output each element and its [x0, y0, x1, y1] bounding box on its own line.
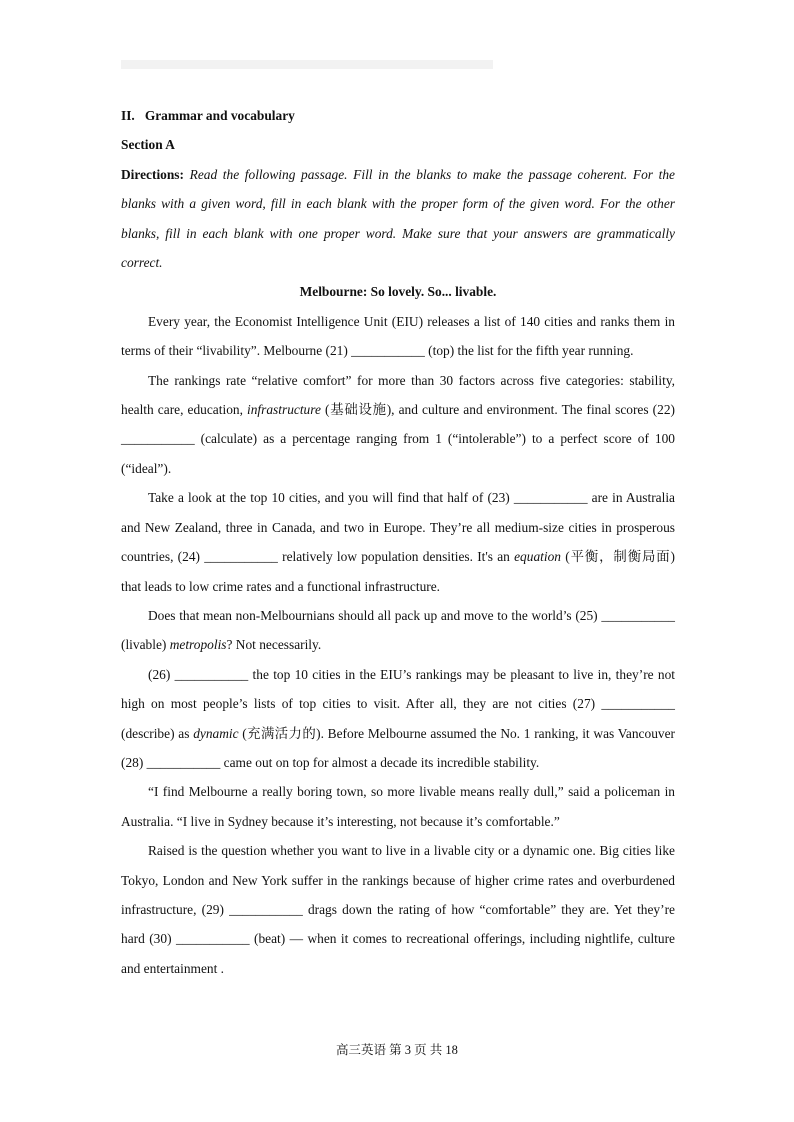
italic-term: metropolis	[169, 637, 227, 653]
paragraph-text: Does that mean non-Melbournians should all pack up and move to the world’s (25) ___________ (livable)	[121, 607, 675, 653]
italic-term: equation	[514, 549, 561, 565]
paragraph-text: Take a look at the top 10 cities, and you will find that half of (23) ___________ are in Australia and New Zealand, three in Canada, and two in Europe. They’re all medium-size cities in prosperous countries, (24) ___________ relatively low population densities. It's an	[121, 490, 675, 565]
passage-paragraph	[121, 777, 675, 836]
passage-paragraph	[121, 483, 675, 601]
paragraph-text: Raised is the question whether you want to live in a livable city or a dynamic one. Big cities like Tokyo, London and New York suffer in the rankings because of higher crime rates and overburdened infrastructure, (29) ___________ drags down the rating of how “comfortable” they are. Yet they’re hard (30) ___________ (beat) — when it comes to recreational offerings, including nightlife, culture and entertainment .	[121, 843, 675, 976]
section-title: II. Grammar and vocabulary	[121, 108, 295, 123]
passage-paragraph	[121, 660, 675, 778]
paragraph-text: The rankings rate “relative comfort” for more than 30 factors across five categories: stability, health care, education,	[121, 372, 675, 418]
passage-paragraph	[121, 836, 675, 983]
paragraph-text: Every year, the Economist Intelligence Unit (EIU) releases a list of 140 cities and ranks them in terms of their “livability”. Melbourne (21) ___________ (top) the list for the fifth year running.	[121, 313, 675, 359]
paragraph-text: (充满活力的). Before Melbourne assumed the No. 1 ranking, it was Vancouver (28) ___________ came out on top for almost a decade its incredible stability.	[121, 725, 675, 770]
italic-term: infrastructure	[247, 402, 321, 418]
passage-title: Melbourne: So lovely. So... livable.	[299, 284, 497, 300]
paragraph-text: ? Not necessarily.	[226, 637, 322, 653]
paragraph-text: “I find Melbourne a really boring town, so more livable means really dull,” said a policeman in Australia. “I live in Sydney because it’s interesting, not because it’s comfortable.”	[121, 784, 675, 829]
passage-body	[121, 307, 675, 983]
directions-text: Read the following passage. Fill in the blanks to make the passage coherent. For the blanks with a given word, fill in each blank with the proper form of the given word. For the other blanks, fill in each blank with one proper word. Make sure that your answers are grammatically correct.	[121, 166, 675, 271]
italic-term: dynamic	[193, 725, 239, 741]
paragraph-text: (基础设施), and culture and environment. The final scores (22) ___________ (calculate) as a percentage ranging from 1 (“intolerable”) to a perfect score of 100 (“ideal”).	[121, 402, 675, 476]
directions-label: Directions:	[121, 166, 184, 182]
paragraph-text: (平衡，制衡局面) that leads to low crime rates and a functional infrastructure.	[121, 549, 675, 594]
page-footer: 高三英语 第 3 页 共 18	[336, 1043, 458, 1057]
passage-paragraph	[121, 366, 675, 484]
page-content	[121, 101, 675, 983]
passage-paragraph	[121, 601, 675, 660]
directions	[121, 160, 675, 278]
paragraph-text: (26) ___________ the top 10 cities in the EIU’s rankings may be pleasant to live in, they’re not high on most people’s lists of top cities to visit. After all, they are not cities (27) ___________ (describe) as	[121, 666, 675, 741]
header-rule	[121, 60, 493, 69]
section-subtitle: Section A	[121, 137, 175, 153]
passage-paragraph	[121, 307, 675, 366]
